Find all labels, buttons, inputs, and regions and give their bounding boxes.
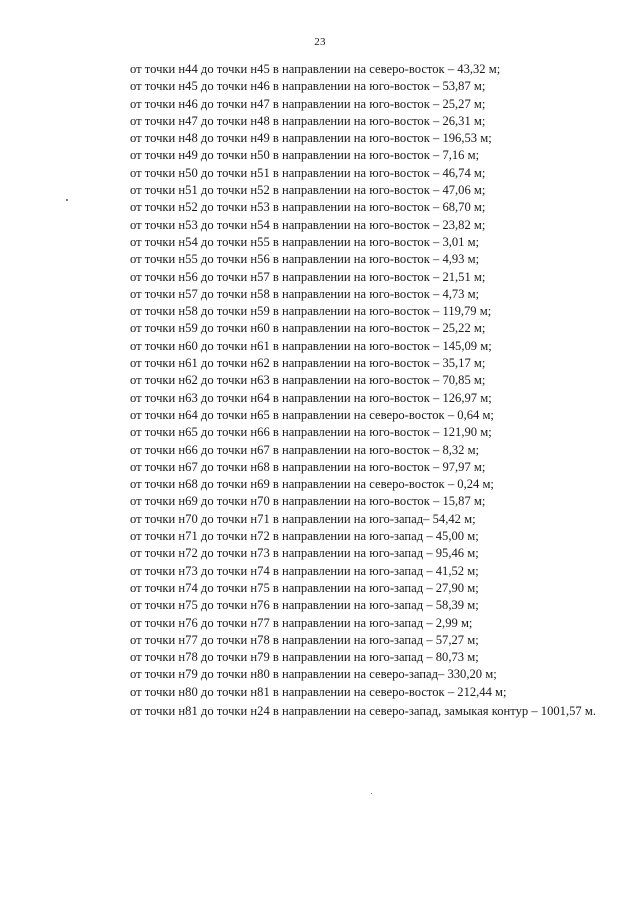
boundary-line: от точки н76 до точки н77 в направлении на юго-запад – 2,99 м; bbox=[130, 615, 473, 630]
boundary-line: от точки н71 до точки н72 в направлении на юго-запад – 45,00 м; bbox=[130, 529, 479, 544]
boundary-line: от точки н78 до точки н79 в направлении на юго-запад – 80,73 м; bbox=[130, 650, 479, 665]
boundary-line: от точки н56 до точки н57 в направлении на юго-восток – 21,51 м; bbox=[130, 269, 486, 284]
boundary-line: от точки н48 до точки н49 в направлении на юго-восток – 196,53 м; bbox=[130, 131, 492, 146]
boundary-line: от точки н77 до точки н78 в направлении на юго-запад – 57,27 м; bbox=[130, 632, 479, 647]
boundary-line: от точки н67 до точки н68 в направлении на юго-восток – 97,97 м; bbox=[130, 459, 486, 474]
closing-paragraph: от точки н81 до точки н24 в направлении на северо-запад, замыкая контур – 1001,57 м. bbox=[130, 704, 596, 718]
boundary-description-list bbox=[130, 61, 600, 701]
boundary-line: от точки н46 до точки н47 в направлении на юго-восток – 25,27 м; bbox=[130, 96, 486, 111]
boundary-line: от точки н60 до точки н61 в направлении на юго-восток – 145,09 м; bbox=[130, 338, 492, 353]
boundary-line: от точки н75 до точки н76 в направлении на юго-запад – 58,39 м; bbox=[130, 598, 479, 613]
boundary-line: от точки н59 до точки н60 в направлении на юго-восток – 25,22 м; bbox=[130, 321, 486, 336]
boundary-line: от точки н73 до точки н74 в направлении на юго-запад – 41,52 м; bbox=[130, 563, 479, 578]
boundary-line: от точки н57 до точки н58 в направлении на юго-восток – 4,73 м; bbox=[130, 286, 480, 301]
boundary-line: от точки н53 до точки н54 в направлении на юго-восток – 23,82 м; bbox=[130, 217, 486, 232]
boundary-line: от точки н45 до точки н46 в направлении на юго-восток – 53,87 м; bbox=[130, 79, 486, 94]
boundary-line: от точки н47 до точки н48 в направлении на юго-восток – 26,31 м; bbox=[130, 113, 486, 128]
boundary-line: от точки н61 до точки н62 в направлении на юго-восток – 35,17 м; bbox=[130, 356, 486, 371]
page-number: 23 bbox=[314, 36, 326, 48]
boundary-line: от точки н72 до точки н73 в направлении на юго-запад – 95,46 м; bbox=[130, 546, 479, 561]
boundary-line: от точки н66 до точки н67 в направлении на юго-восток – 8,32 м; bbox=[130, 442, 480, 457]
boundary-line: от точки н64 до точки н65 в направлении на северо-восток – 0,64 м; bbox=[130, 407, 494, 422]
boundary-line: от точки н55 до точки н56 в направлении на юго-восток – 4,93 м; bbox=[130, 252, 480, 267]
boundary-line: от точки н79 до точки н80 в направлении на северо-запад– 330,20 м; bbox=[130, 667, 497, 682]
boundary-line: от точки н49 до точки н50 в направлении на юго-восток – 7,16 м; bbox=[130, 148, 480, 163]
boundary-line: от точки н44 до точки н45 в направлении на северо-восток – 43,32 м; bbox=[130, 62, 501, 76]
scan-speck bbox=[371, 793, 372, 794]
boundary-line: от точки н70 до точки н71 в направлении на юго-запад– 54,42 м; bbox=[130, 511, 476, 526]
boundary-line: от точки н68 до точки н69 в направлении на северо-восток – 0,24 м; bbox=[130, 477, 494, 492]
boundary-line: от точки н69 до точки н70 в направлении на юго-восток – 15,87 м; bbox=[130, 494, 486, 509]
boundary-line: от точки н80 до точки н81 в направлении на северо-восток – 212,44 м; bbox=[130, 684, 507, 699]
boundary-line: от точки н58 до точки н59 в направлении на юго-восток – 119,79 м; bbox=[130, 304, 492, 319]
boundary-line: от точки н54 до точки н55 в направлении на юго-восток – 3,01 м; bbox=[130, 234, 480, 249]
scan-speck bbox=[66, 199, 68, 201]
boundary-line: от точки н52 до точки н53 в направлении на юго-восток – 68,70 м; bbox=[130, 200, 486, 215]
boundary-line: от точки н63 до точки н64 в направлении на юго-восток – 126,97 м; bbox=[130, 390, 492, 405]
boundary-line: от точки н62 до точки н63 в направлении на юго-восток – 70,85 м; bbox=[130, 373, 486, 388]
boundary-line: от точки н65 до точки н66 в направлении на юго-восток – 121,90 м; bbox=[130, 425, 492, 440]
boundary-line: от точки н74 до точки н75 в направлении на юго-запад – 27,90 м; bbox=[130, 580, 479, 595]
boundary-line: от точки н50 до точки н51 в направлении на юго-восток – 46,74 м; bbox=[130, 165, 486, 180]
boundary-line: от точки н51 до точки н52 в направлении на юго-восток – 47,06 м; bbox=[130, 183, 486, 198]
